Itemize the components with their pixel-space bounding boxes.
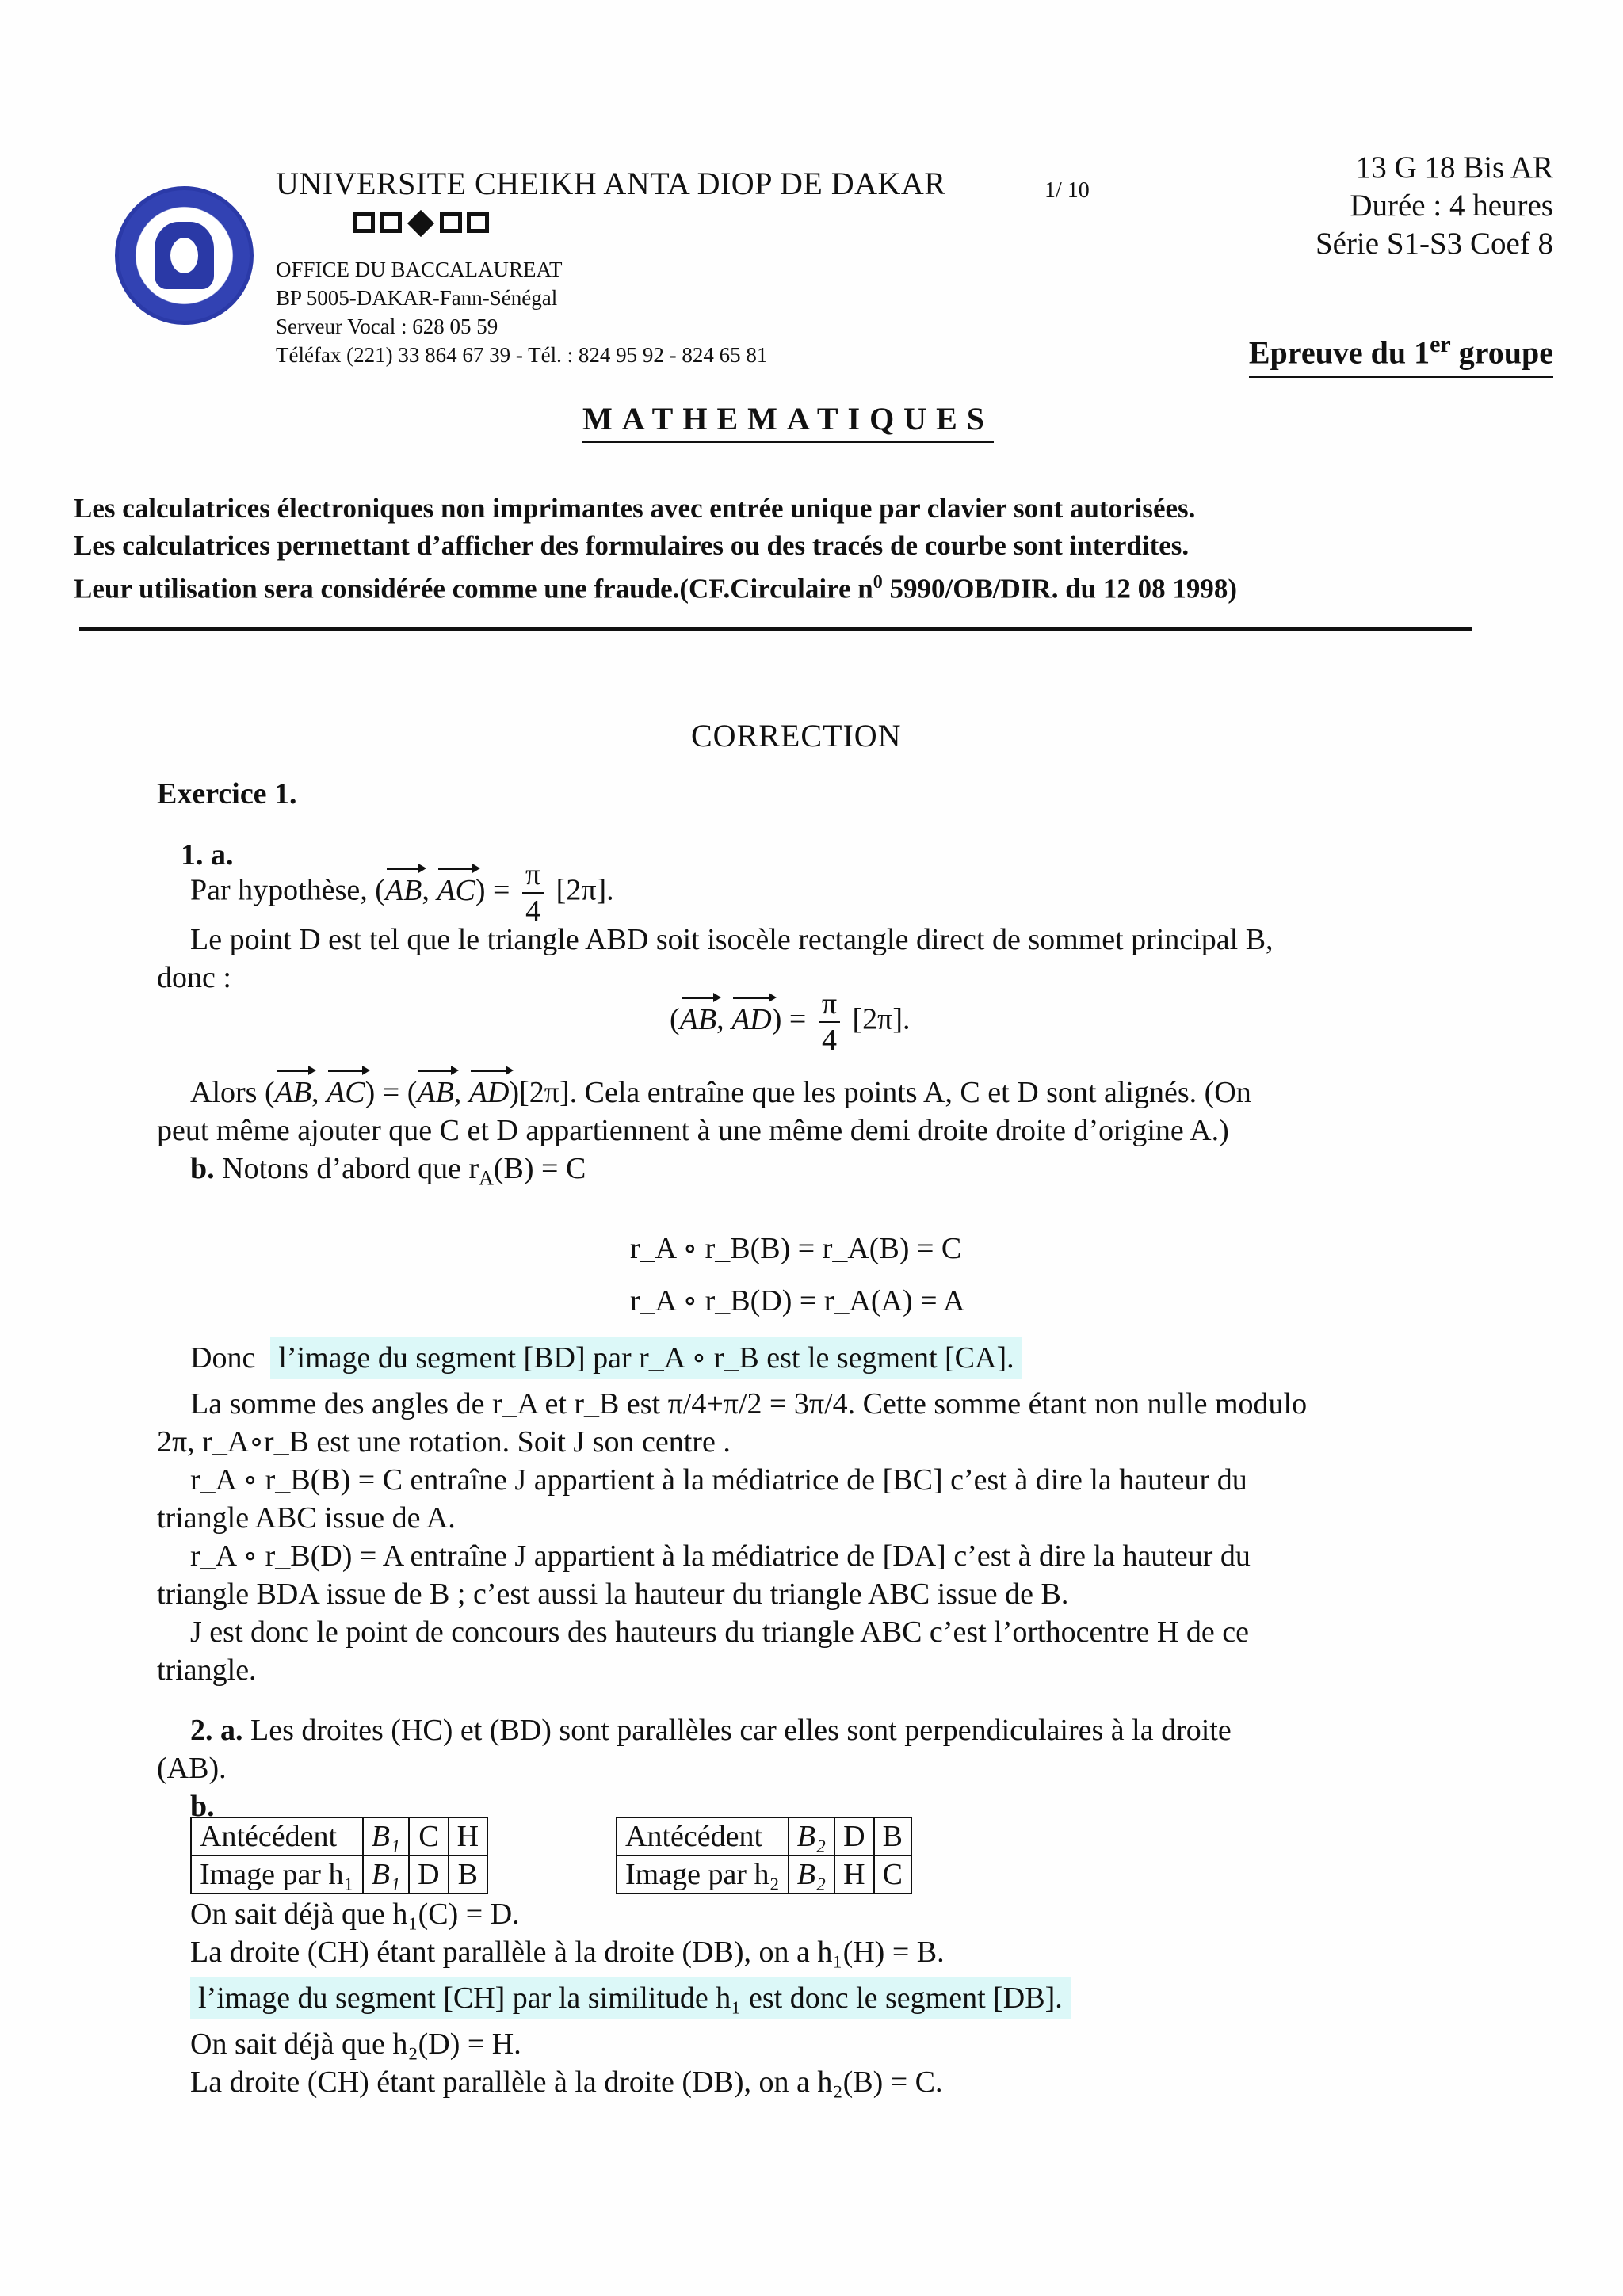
calculator-warnings bbox=[74, 490, 1237, 608]
separator-rule bbox=[79, 627, 1472, 631]
table-row: Antécédent B₂ D B bbox=[617, 1817, 911, 1855]
equation-ab-ad: (AB, AD) = $\frac{\pi}{4}$ [2π]. bbox=[670, 987, 911, 1057]
table-row: Image par h₂ B₂ H C bbox=[617, 1855, 911, 1894]
subject-title: MATHEMATIQUES bbox=[582, 400, 994, 443]
exam-code: 13 G 18 Bis AR bbox=[1355, 151, 1553, 185]
correction-title: CORRECTION bbox=[691, 718, 902, 753]
hypothesis-line: Par hypothèse, (AB, AC) = $\frac{\pi}{4}$ [2π]. bbox=[190, 858, 614, 928]
antecedent-table-h2 bbox=[616, 1817, 912, 1894]
question-1a-label: 1. a. bbox=[181, 838, 234, 871]
warning-line-1: Les calculatrices électroniques non imprimantes avec entrée unique par clavier sont autorisées. bbox=[74, 493, 1196, 524]
exam-series: Série S1-S3 Coef 8 bbox=[1315, 227, 1553, 261]
exam-info bbox=[1316, 149, 1553, 263]
h1-result-line bbox=[190, 1979, 1506, 2017]
epreuve-heading: Epreuve du 1er groupe bbox=[1249, 331, 1553, 378]
somme-line-2: 2π, r_A∘r_B est une rotation. Soit J son centre . bbox=[157, 1425, 731, 1459]
equation-2: r_A ∘ r_B(D) = r_A(A) = A bbox=[630, 1284, 965, 1318]
antecedent-table-h1 bbox=[190, 1817, 488, 1894]
office-telefax: Téléfax (221) 33 864 67 39 - Tél. : 824 95 92 - 824 65 81 bbox=[276, 343, 768, 367]
h1-known-line: On sait déjà que h₁(C) = D. bbox=[190, 1897, 520, 1931]
office-name: OFFICE DU BACCALAUREAT bbox=[276, 257, 563, 281]
question-2b-label: b. bbox=[190, 1790, 215, 1823]
question-1b-line: b. Notons d’abord que $r_A(B) = C$ bbox=[190, 1152, 586, 1190]
donc-result: Donc l’image du segment [BD] par r_A ∘ r_B est le segment [CA]. bbox=[190, 1339, 1506, 1377]
h2-parallel-line: La droite (CH) étant parallèle à la droite (DB), on a h₂(B) = C. bbox=[190, 2065, 943, 2099]
h1-parallel-line: La droite (CH) étant parallèle à la droite (DB), on a h₁(H) = B. bbox=[190, 1936, 945, 1969]
ornament-icon bbox=[353, 212, 489, 235]
somme-line-1: La somme des angles de r_A et r_B est π/4+π/2 = 3π/4. Cette somme étant non nulle modulo bbox=[190, 1387, 1308, 1421]
equation-1: r_A ∘ r_B(B) = r_A(B) = C bbox=[630, 1232, 962, 1265]
table-row: Antécédent B₁ C H bbox=[191, 1817, 487, 1855]
question-2a-line: 2. a. Les droites (HC) et (BD) sont parallèles car elles sont perpendiculaires à la droite bbox=[190, 1714, 1232, 1747]
university-seal-logo bbox=[115, 186, 254, 325]
rotation-b-line: r_A ∘ r_B(B) = C entraîne J appartient à la médiatrice de [BC] c’est à dire la hauteur du bbox=[190, 1463, 1247, 1497]
highlight-result-1: l’image du segment [BD] par r_A ∘ r_B est le segment [CA]. bbox=[270, 1337, 1022, 1379]
rotation-d-line: r_A ∘ r_B(D) = A entraîne J appartient à la médiatrice de [DA] c’est à dire la hauteur du bbox=[190, 1539, 1251, 1573]
alors-line: Alors (AB, AC) = (AB, AD)[2π]. Cela entraîne que les points A, C et D sont alignés. (On bbox=[190, 1074, 1506, 1112]
office-info bbox=[276, 255, 767, 369]
rotation-b-line-2: triangle ABC issue de A. bbox=[157, 1501, 456, 1535]
office-phone: Serveur Vocal : 628 05 59 bbox=[276, 315, 498, 338]
table-row: Image par h₁ B₁ D B bbox=[191, 1855, 487, 1894]
h2-known-line: On sait déjà que h₂(D) = H. bbox=[190, 2027, 521, 2061]
warning-line-2: Les calculatrices permettant d’afficher des formulaires ou des tracés de courbe sont interdites. bbox=[74, 530, 1190, 561]
exercise-title: Exercice 1. bbox=[157, 777, 297, 810]
donc-line: donc : bbox=[157, 961, 231, 994]
highlight-result-2: l’image du segment [CH] par la similitude h₁ est donc le segment [DB]. bbox=[190, 1977, 1071, 2019]
orthocentre-line: J est donc le point de concours des hauteurs du triangle ABC c’est l’orthocentre H de ce bbox=[190, 1615, 1249, 1649]
page-number: 1/ 10 bbox=[1044, 178, 1090, 203]
office-address: BP 5005-DAKAR-Fann-Sénégal bbox=[276, 286, 558, 310]
rotation-d-line-2: triangle BDA issue de B ; c’est aussi la hauteur du triangle ABC issue de B. bbox=[157, 1577, 1069, 1611]
point-d-line: Le point D est tel que le triangle ABD soit isocèle rectangle direct de sommet principal B, bbox=[190, 923, 1274, 956]
peut-line: peut même ajouter que C et D appartiennent à une même demi droite droite d’origine A.) bbox=[157, 1114, 1229, 1147]
orthocentre-line-2: triangle. bbox=[157, 1653, 257, 1687]
warning-line-3: Leur utilisation sera considérée comme une fraude.(CF.Circulaire $n^0$ 5990/OB/DIR. du 12 08 1998) bbox=[74, 572, 1238, 605]
exam-duration: Durée : 4 heures bbox=[1350, 189, 1553, 223]
university-name: UNIVERSITE CHEIKH ANTA DIOP DE DAKAR bbox=[276, 166, 946, 201]
question-2a-line-2: (AB). bbox=[157, 1752, 227, 1785]
